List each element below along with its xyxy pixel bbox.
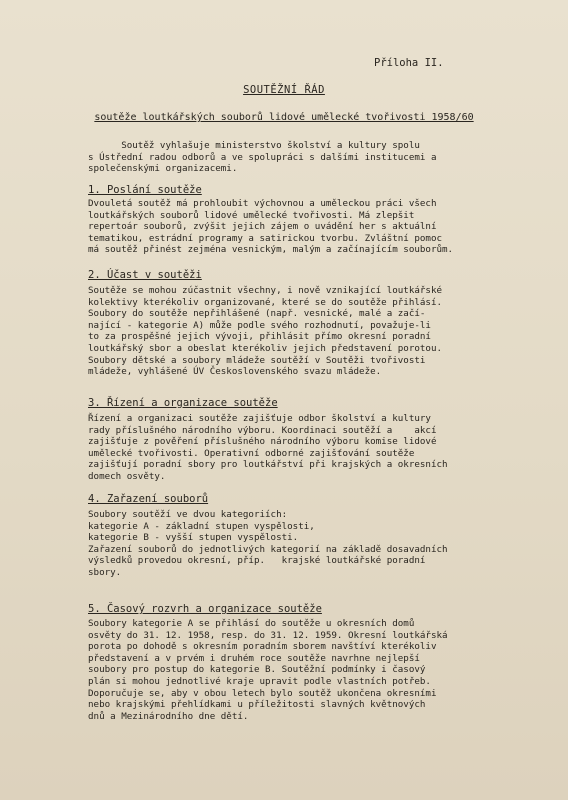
section-line: Doporučuje se, aby v obou letech bylo soutěž ukončena okresními bbox=[88, 687, 437, 699]
section-line: Řízení a organizaci soutěže zajišťuje odbor školství a kultury bbox=[88, 413, 431, 424]
section-line: soubory pro postup do kategorie B. Soutěžní podmínky i časový bbox=[88, 664, 426, 676]
section-line: má soutěž přinést zejména vesnickým, malým a začínajícím souborům. bbox=[88, 244, 454, 256]
section-body-5 bbox=[88, 618, 540, 722]
section-heading-4: 4. Zařazení souborů bbox=[88, 493, 209, 505]
section-line: kolektivy kterékoliv organizované, které se do soutěže přihlásí. bbox=[88, 296, 443, 308]
annex-label: Příloha II. bbox=[374, 57, 444, 69]
intro-line: s Ústřední radou odborů a ve spolupráci s dalšími institucemi a bbox=[88, 151, 437, 163]
section-line: Soubory dětské a soubory mládeže soutěží v Soutěži tvořivosti bbox=[88, 354, 426, 366]
section-heading-2: 2. Účast v soutěži bbox=[88, 269, 202, 281]
section-line: Soubory do soutěže nepřihlášené (např. vesnické, malé a začí- bbox=[88, 308, 426, 320]
section-line: zajišťují poradní sbory pro loutkářství při krajských a okresních bbox=[88, 459, 448, 471]
section-line: Zařazení souborů do jednotlivých kategorií na základě dosavadních bbox=[88, 543, 448, 555]
section-body-2 bbox=[88, 285, 540, 378]
section-line: sbory. bbox=[88, 566, 122, 578]
section-line: Dvouletá soutěž má prohloubit výchovnou a uměleckou práci všech bbox=[88, 198, 437, 209]
section-line: osvěty do 31. 12. 1958, resp. do 31. 12. 1959. Okresní loutkářská bbox=[88, 629, 448, 641]
section-line: nající - kategorie A) může podle svého rozhodnutí, považuje-li bbox=[88, 319, 431, 331]
section-line: Soubory soutěží ve dvou kategoriích: bbox=[88, 509, 288, 520]
section-line: dnů a Mezinárodního dne dětí. bbox=[88, 710, 249, 722]
section-line: to za prospěšné jejich vývoji, přihlásit přímo okresní poradní bbox=[88, 331, 431, 343]
section-line: loutkářských souborů lidové umělecké tvořivosti. Má zlepšit bbox=[88, 209, 415, 221]
section-heading-5: 5. Časový rozvrh a organizace soutěže bbox=[88, 603, 322, 615]
section-line: zajišťuje z pověření příslušného národního výboru komise lidové bbox=[88, 436, 437, 448]
section-body-1 bbox=[88, 198, 540, 256]
section-body-4 bbox=[88, 509, 540, 579]
section-line: umělecké tvořivosti. Operativní odborné zajišťování soutěže bbox=[88, 447, 415, 459]
section-line: rady příslušného národního výboru. Koordinaci soutěží a akcí bbox=[88, 424, 437, 436]
intro-paragraph bbox=[88, 140, 540, 175]
section-heading-3: 3. Řízení a organizace soutěže bbox=[88, 397, 278, 409]
section-line: nebo krajskými přehlídkami u příležitosti slavných květnových bbox=[88, 699, 426, 711]
intro-line: Soutěž vyhlašuje ministerstvo školství a kultury spolu bbox=[88, 140, 420, 151]
section-line: kategorie B - vyšší stupen vyspělosti. bbox=[88, 532, 299, 544]
section-line: domech osvěty. bbox=[88, 470, 166, 482]
section-line: loutkářský sbor a obeslat kterékoliv jejich představení porotou. bbox=[88, 342, 443, 354]
section-line: představení a v prvém i druhém roce soutěže navrhne nejlepší bbox=[88, 652, 420, 664]
section-line: Soubory kategorie A se přihlásí do soutěže u okresních domů bbox=[88, 618, 415, 629]
section-body-3 bbox=[88, 413, 540, 483]
section-line: Soutěže se mohou zúčastnit všechny, i nově vznikající loutkářské bbox=[88, 285, 443, 296]
section-line: plán si mohou jednotlivé kraje upravit podle vlastních potřeb. bbox=[88, 675, 431, 687]
section-line: mládeže, vyhlášené ÚV Československého svazu mládeže. bbox=[88, 366, 382, 378]
document-title: SOUTĚŽNÍ ŘÁD bbox=[243, 84, 325, 96]
document-subtitle: soutěže loutkářských souborů lidové umělecké tvořivosti 1958/60 bbox=[94, 112, 474, 123]
section-line: repertoár souborů, zvýšit jejich zájem o uvádění her s aktuální bbox=[88, 221, 437, 233]
intro-line: společenskými organizacemi. bbox=[88, 163, 238, 175]
section-line: kategorie A - základní stupen vyspělosti, bbox=[88, 520, 315, 532]
section-line: porota po dohodě s okresním poradním sborem navštíví kterékoliv bbox=[88, 641, 437, 653]
section-heading-1: 1. Poslání soutěže bbox=[88, 184, 202, 196]
section-line: tematikou, estrádní programy a satirickou tvorbu. Zvláštní pomoc bbox=[88, 232, 443, 244]
section-line: výsledků provedou okresní, příp. krajské loutkářské poradní bbox=[88, 555, 426, 567]
